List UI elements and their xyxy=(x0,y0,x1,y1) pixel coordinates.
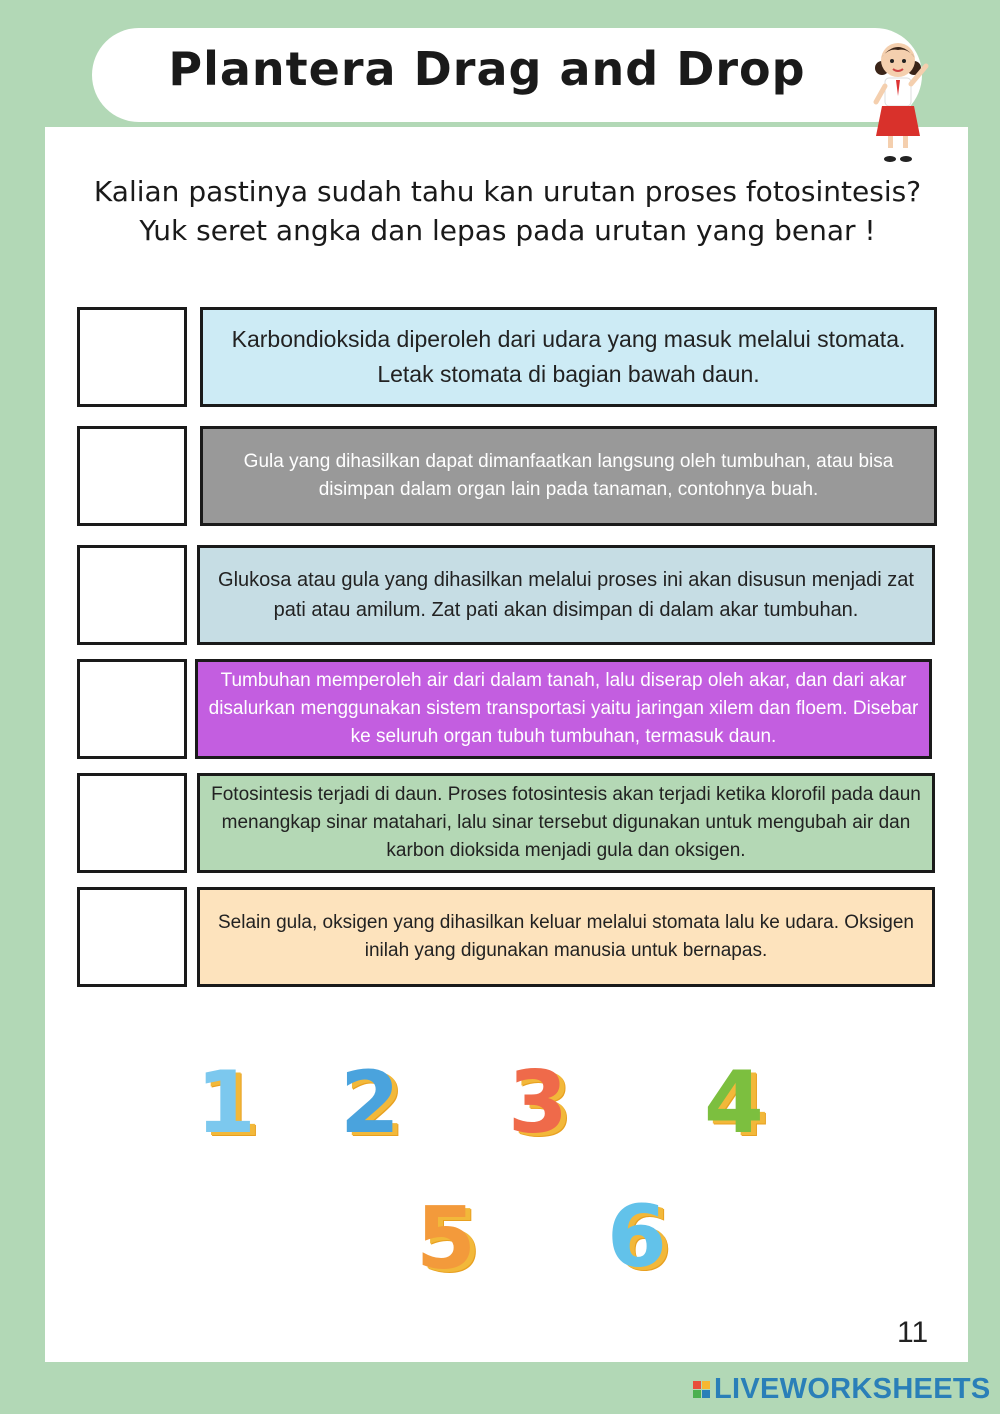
drag-number-6[interactable]: 6 xyxy=(607,1187,667,1287)
statement-text: Selain gula, oksigen yang dihasilkan keluar melalui stomata lalu ke udara. Oksigen inilah yang digunakan manusia untuk bernapas. xyxy=(217,912,914,961)
liveworksheets-logo xyxy=(693,1381,710,1398)
drag-number-3[interactable]: 3 xyxy=(508,1053,568,1153)
statement-box xyxy=(197,773,935,873)
instruction-text: Kalian pastinya sudah tahu kan urutan proses fotosintesis? Yuk seret angka dan lepas pada urutan yang benar ! xyxy=(93,175,922,247)
statement-box xyxy=(200,426,937,526)
statement-box xyxy=(200,307,937,407)
drop-slot-4[interactable] xyxy=(77,659,187,759)
drop-slot-5[interactable] xyxy=(77,773,187,873)
statement-text: Gula yang dihasilkan dapat dimanfaatkan langsung oleh tumbuhan, atau bisa disimpan dalam organ lain pada tanaman, contohnya buah. xyxy=(243,451,894,500)
drag-number-2[interactable]: 2 xyxy=(340,1053,400,1153)
drop-slot-3[interactable] xyxy=(77,545,187,645)
brand-name: LIVEWORKSHEETS xyxy=(714,1373,991,1405)
statement-box xyxy=(197,545,935,645)
drag-number-1[interactable]: 1 xyxy=(196,1053,256,1153)
page-number: 11 xyxy=(897,1316,929,1349)
drop-slot-2[interactable] xyxy=(77,426,187,526)
statement-box xyxy=(195,659,932,759)
statement-text: Fotosintesis terjadi di daun. Proses fotosintesis akan terjadi ketika klorofil pada daun menangkap sinar matahari, lalu sinar tersebut digunakan untuk mengubah air dan karbon dioksida menjadi gula dan oksigen. xyxy=(211,784,921,861)
drop-slot-1[interactable] xyxy=(77,307,187,407)
statement-text: Karbondioksida diperoleh dari udara yang masuk melalui stomata. Letak stomata di bagian bawah daun. xyxy=(231,326,906,387)
statement-text: Glukosa atau gula yang dihasilkan melalui proses ini akan disusun menjadi zat pati atau amilum. Zat pati akan disimpan di dalam akar tumbuhan. xyxy=(218,569,914,621)
schoolgirl-illustration xyxy=(860,30,935,170)
statement-text: Tumbuhan memperoleh air dari dalam tanah, lalu diserap oleh akar, dan dari akar disalurkan menggunakan sistem transportasi yaitu jaringan xilem dan floem. Disebar ke seluruh organ tubuh tumbuhan, termasuk daun. xyxy=(208,670,919,747)
page-title: Plantera Drag and Drop xyxy=(168,42,806,96)
brand-footer xyxy=(693,1373,991,1406)
drag-number-5[interactable]: 5 xyxy=(416,1189,476,1289)
drag-number-4[interactable]: 4 xyxy=(704,1053,764,1153)
drop-slot-6[interactable] xyxy=(77,887,187,987)
statement-box xyxy=(197,887,935,987)
